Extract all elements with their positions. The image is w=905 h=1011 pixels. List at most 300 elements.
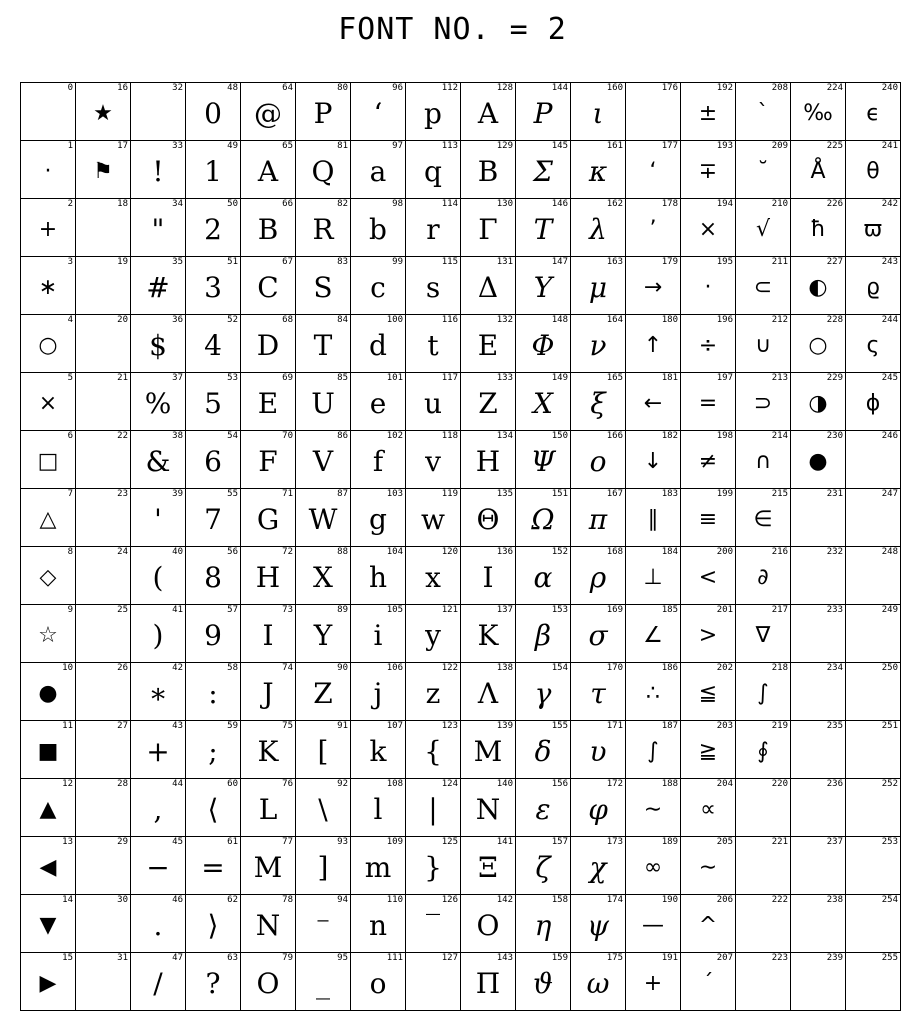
glyph: w (421, 503, 445, 536)
char-code: 129 (496, 141, 513, 151)
glyph (131, 110, 185, 114)
char-code: 103 (386, 489, 403, 499)
glyph: ϑ (532, 967, 553, 1000)
glyph: ϕ (865, 391, 881, 416)
glyph: ○ (38, 333, 58, 358)
glyph (736, 864, 790, 868)
glyph-cell (736, 953, 791, 1011)
char-code: 12 (62, 779, 73, 789)
glyph-cell (571, 489, 626, 547)
glyph-cell (626, 257, 681, 315)
char-code: 41 (172, 605, 183, 615)
glyph-cell (241, 83, 296, 141)
glyph-cell (461, 199, 516, 257)
char-code: 131 (496, 257, 513, 267)
glyph (406, 980, 460, 984)
char-code: 34 (172, 199, 183, 209)
glyph-cell (21, 953, 76, 1011)
glyph: W (308, 503, 338, 536)
char-code: 30 (117, 895, 128, 905)
glyph-cell (846, 837, 901, 895)
glyph-cell (461, 837, 516, 895)
glyph: △ (39, 507, 57, 532)
glyph-cell (21, 605, 76, 663)
glyph-cell (406, 489, 461, 547)
glyph: < (698, 565, 718, 590)
glyph: ∝ (700, 797, 716, 822)
glyph-cell (241, 663, 296, 721)
glyph-cell (461, 141, 516, 199)
glyph: · (44, 159, 52, 184)
glyph: @ (254, 97, 282, 130)
glyph-cell (76, 199, 131, 257)
glyph: + (146, 735, 170, 768)
char-code: 214 (771, 431, 788, 441)
char-code: 239 (826, 953, 843, 963)
glyph: ∞ (643, 855, 663, 880)
glyph (791, 748, 845, 752)
glyph-cell (791, 953, 846, 1011)
glyph-cell (461, 663, 516, 721)
glyph-cell (406, 663, 461, 721)
glyph-cell (461, 257, 516, 315)
char-code: 248 (881, 547, 898, 557)
char-code: 26 (117, 663, 128, 673)
char-code: 115 (441, 257, 458, 267)
char-code: 124 (441, 779, 458, 789)
glyph-cell (241, 547, 296, 605)
glyph: r (426, 213, 440, 246)
glyph: ; (208, 735, 218, 768)
glyph-cell (296, 547, 351, 605)
char-code: 14 (62, 895, 73, 905)
char-code: 6 (67, 431, 73, 441)
glyph-cell (131, 315, 186, 373)
glyph-cell (846, 199, 901, 257)
glyph (846, 574, 900, 578)
char-code: 58 (227, 663, 238, 673)
char-code: 167 (606, 489, 623, 499)
glyph-cell (571, 605, 626, 663)
glyph-cell (846, 547, 901, 605)
char-code: 242 (881, 199, 898, 209)
glyph-cell (186, 837, 241, 895)
glyph: ⚑ (93, 159, 113, 184)
glyph: β (534, 619, 552, 652)
char-code: 204 (716, 779, 733, 789)
glyph-cell (626, 953, 681, 1011)
glyph: k (369, 735, 387, 768)
glyph: ∓ (698, 159, 718, 184)
char-code: 84 (337, 315, 348, 325)
glyph-cell (76, 257, 131, 315)
glyph-cell (76, 837, 131, 895)
char-code: 200 (716, 547, 733, 557)
char-code: 7 (67, 489, 73, 499)
char-code: 62 (227, 895, 238, 905)
glyph-cell (406, 373, 461, 431)
glyph: Ω (531, 503, 555, 536)
glyph-cell (461, 547, 516, 605)
char-code: 46 (172, 895, 183, 905)
char-code: 165 (606, 373, 623, 383)
glyph-cell (846, 779, 901, 837)
glyph: ○ (808, 333, 828, 358)
glyph-cell (571, 141, 626, 199)
glyph-row (21, 315, 901, 373)
glyph-row (21, 663, 901, 721)
glyph: ± (698, 101, 718, 126)
char-code: 198 (716, 431, 733, 441)
glyph: ⁻ (315, 909, 331, 942)
char-code: 55 (227, 489, 238, 499)
char-code: 161 (606, 141, 623, 151)
glyph-cell (21, 895, 76, 953)
glyph: x (425, 561, 441, 594)
char-code: 162 (606, 199, 623, 209)
glyph (76, 458, 130, 462)
glyph-cell (846, 721, 901, 779)
glyph-cell (241, 431, 296, 489)
glyph: ο (589, 445, 607, 478)
glyph: ◐ (808, 275, 828, 300)
glyph-cell (21, 547, 76, 605)
char-code: 102 (386, 431, 403, 441)
glyph: ι (592, 97, 604, 130)
glyph-cell (131, 605, 186, 663)
glyph: + (643, 971, 663, 996)
glyph: → (643, 275, 663, 300)
glyph (791, 574, 845, 578)
glyph: + (38, 217, 58, 242)
glyph-cell (846, 895, 901, 953)
glyph-cell (21, 431, 76, 489)
glyph-cell (736, 663, 791, 721)
glyph-cell (406, 721, 461, 779)
char-code: 4 (67, 315, 73, 325)
glyph-cell (186, 895, 241, 953)
char-code: 67 (282, 257, 293, 267)
glyph: υ (589, 735, 607, 768)
glyph: ‾ (426, 909, 440, 942)
glyph: & (145, 445, 171, 478)
glyph: ) (152, 619, 164, 652)
glyph: E (257, 387, 279, 420)
glyph-cell (571, 837, 626, 895)
glyph-cell (571, 547, 626, 605)
glyph-cell (296, 895, 351, 953)
char-code: 205 (716, 837, 733, 847)
glyph-cell (131, 837, 186, 895)
glyph-cell (406, 315, 461, 373)
glyph: ⊃ (753, 391, 773, 416)
char-code: 77 (282, 837, 293, 847)
glyph-cell (241, 953, 296, 1011)
glyph-cell (76, 547, 131, 605)
char-code: 117 (441, 373, 458, 383)
char-code: 33 (172, 141, 183, 151)
char-code: 240 (881, 83, 898, 93)
glyph-cell (461, 373, 516, 431)
char-code: 3 (67, 257, 73, 267)
char-code: 99 (392, 257, 403, 267)
glyph-cell (296, 431, 351, 489)
glyph-cell (131, 721, 186, 779)
glyph: ‘ (373, 97, 383, 130)
glyph-cell (736, 199, 791, 257)
glyph-row (21, 257, 901, 315)
glyph: ' (154, 503, 162, 536)
char-code: 57 (227, 605, 238, 615)
glyph: σ (588, 619, 608, 652)
char-code: 51 (227, 257, 238, 267)
glyph-row (21, 547, 901, 605)
glyph-cell (241, 489, 296, 547)
char-code: 40 (172, 547, 183, 557)
glyph: ! (152, 155, 164, 188)
char-code: 19 (117, 257, 128, 267)
glyph-cell (626, 315, 681, 373)
char-code: 199 (716, 489, 733, 499)
char-code: 112 (441, 83, 458, 93)
char-code: 13 (62, 837, 73, 847)
glyph: = (201, 851, 225, 884)
glyph-cell (186, 953, 241, 1011)
glyph: u (423, 387, 443, 420)
glyph: A (257, 155, 279, 188)
glyph-cell (351, 837, 406, 895)
glyph-cell (461, 605, 516, 663)
glyph-cell (681, 315, 736, 373)
glyph: S (313, 271, 333, 304)
glyph-cell (681, 837, 736, 895)
glyph: P (313, 97, 333, 130)
glyph-cell (406, 605, 461, 663)
glyph (846, 748, 900, 752)
glyph: B (257, 213, 279, 246)
glyph (76, 342, 130, 346)
glyph: = (698, 391, 718, 416)
glyph: ÷ (698, 333, 718, 358)
glyph: τ (590, 677, 606, 710)
char-code: 42 (172, 663, 183, 673)
glyph-row (21, 199, 901, 257)
char-code: 87 (337, 489, 348, 499)
glyph-cell (186, 257, 241, 315)
glyph-cell (131, 779, 186, 837)
glyph: ⊂ (753, 275, 773, 300)
glyph: Υ (533, 271, 553, 304)
char-code: 149 (551, 373, 568, 383)
glyph: ∈ (753, 507, 773, 532)
glyph: ■ (37, 739, 59, 764)
glyph-row (21, 605, 901, 663)
glyph: 2 (204, 213, 222, 246)
glyph-cell (626, 489, 681, 547)
char-code: 229 (826, 373, 843, 383)
glyph-cell (241, 315, 296, 373)
char-code: 22 (117, 431, 128, 441)
glyph-cell (516, 779, 571, 837)
glyph-cell (846, 141, 901, 199)
char-code: 236 (826, 779, 843, 789)
glyph: 1 (204, 155, 222, 188)
char-code: 178 (661, 199, 678, 209)
glyph-cell (296, 721, 351, 779)
glyph: / (153, 967, 163, 1000)
glyph-cell (241, 257, 296, 315)
glyph-cell (131, 83, 186, 141)
glyph-cell (681, 895, 736, 953)
glyph-cell (626, 199, 681, 257)
glyph: O (256, 967, 280, 1000)
char-code: 153 (551, 605, 568, 615)
glyph-cell (681, 663, 736, 721)
glyph: — (642, 913, 664, 938)
glyph-cell (351, 431, 406, 489)
glyph-cell (626, 663, 681, 721)
glyph-cell (406, 257, 461, 315)
glyph: ◀ (39, 855, 57, 880)
glyph-cell (76, 605, 131, 663)
glyph-cell (571, 779, 626, 837)
glyph (76, 574, 130, 578)
glyph: μ (588, 271, 608, 304)
glyph: ∗ (148, 677, 168, 710)
char-code: 53 (227, 373, 238, 383)
glyph: ≧ (698, 739, 718, 764)
glyph-cell (571, 431, 626, 489)
glyph: O (476, 909, 500, 942)
char-code: 130 (496, 199, 513, 209)
char-code: 238 (826, 895, 843, 905)
char-code: 9 (67, 605, 73, 615)
char-code: 126 (441, 895, 458, 905)
glyph: ∴ (646, 681, 660, 706)
glyph: 4 (204, 329, 222, 362)
glyph-cell (21, 779, 76, 837)
glyph: y (425, 619, 441, 652)
glyph-cell (846, 953, 901, 1011)
glyph: η (534, 909, 552, 942)
glyph-cell (516, 547, 571, 605)
glyph: ϖ (863, 217, 883, 242)
glyph-cell (186, 373, 241, 431)
glyph: g (369, 503, 387, 536)
glyph-cell (736, 141, 791, 199)
glyph (626, 110, 680, 114)
char-code: 1 (67, 141, 73, 151)
glyph: L (258, 793, 278, 826)
glyph: i (373, 619, 383, 652)
char-code: 189 (661, 837, 678, 847)
glyph-row (21, 83, 901, 141)
glyph-cell (241, 373, 296, 431)
char-code: 16 (117, 83, 128, 93)
char-code: 179 (661, 257, 678, 267)
glyph-cell (21, 83, 76, 141)
glyph: ∼ (643, 797, 663, 822)
glyph (76, 516, 130, 520)
glyph-cell (791, 315, 846, 373)
char-code: 54 (227, 431, 238, 441)
char-code: 147 (551, 257, 568, 267)
char-code: 215 (771, 489, 788, 499)
glyph-cell (406, 837, 461, 895)
glyph-cell (516, 373, 571, 431)
char-code: 32 (172, 83, 183, 93)
char-code: 78 (282, 895, 293, 905)
glyph-cell (571, 895, 626, 953)
glyph-cell (571, 721, 626, 779)
char-code: 221 (771, 837, 788, 847)
char-code: 111 (386, 953, 403, 963)
glyph-cell (736, 547, 791, 605)
glyph: Z (478, 387, 498, 420)
glyph: V (312, 445, 334, 478)
glyph (791, 516, 845, 520)
char-code: 44 (172, 779, 183, 789)
glyph-cell (296, 141, 351, 199)
glyph: ∥ (647, 507, 659, 532)
char-code: 173 (606, 837, 623, 847)
char-code: 186 (661, 663, 678, 673)
glyph: Δ (477, 271, 499, 304)
char-code: 72 (282, 547, 293, 557)
glyph: | (428, 793, 438, 826)
char-code: 211 (771, 257, 788, 267)
glyph-cell (351, 83, 406, 141)
char-code: 195 (716, 257, 733, 267)
glyph: ħ (810, 217, 826, 242)
glyph-row (21, 431, 901, 489)
glyph: ( (152, 561, 164, 594)
glyph: t (427, 329, 439, 362)
glyph-cell (571, 315, 626, 373)
char-code: 146 (551, 199, 568, 209)
glyph-cell (76, 373, 131, 431)
glyph: ★ (93, 101, 113, 126)
glyph (791, 690, 845, 694)
char-code: 86 (337, 431, 348, 441)
char-code: 18 (117, 199, 128, 209)
char-code: 164 (606, 315, 623, 325)
glyph (846, 806, 900, 810)
glyph-cell (791, 141, 846, 199)
glyph-cell (791, 257, 846, 315)
glyph-cell (351, 547, 406, 605)
glyph (791, 980, 845, 984)
char-code: 233 (826, 605, 843, 615)
glyph: ▲ (39, 797, 57, 822)
glyph-cell (681, 721, 736, 779)
glyph-cell (681, 547, 736, 605)
char-code: 127 (441, 953, 458, 963)
char-code: 128 (496, 83, 513, 93)
char-code: 235 (826, 721, 843, 731)
glyph-cell (626, 547, 681, 605)
glyph: $ (149, 329, 167, 362)
glyph: { (424, 735, 442, 768)
glyph-cell (406, 199, 461, 257)
glyph: ˘ (757, 159, 769, 184)
char-code: 50 (227, 199, 238, 209)
glyph: √ (755, 217, 771, 242)
char-code: 76 (282, 779, 293, 789)
glyph-cell (516, 83, 571, 141)
char-code: 219 (771, 721, 788, 731)
glyph: □ (37, 449, 59, 474)
